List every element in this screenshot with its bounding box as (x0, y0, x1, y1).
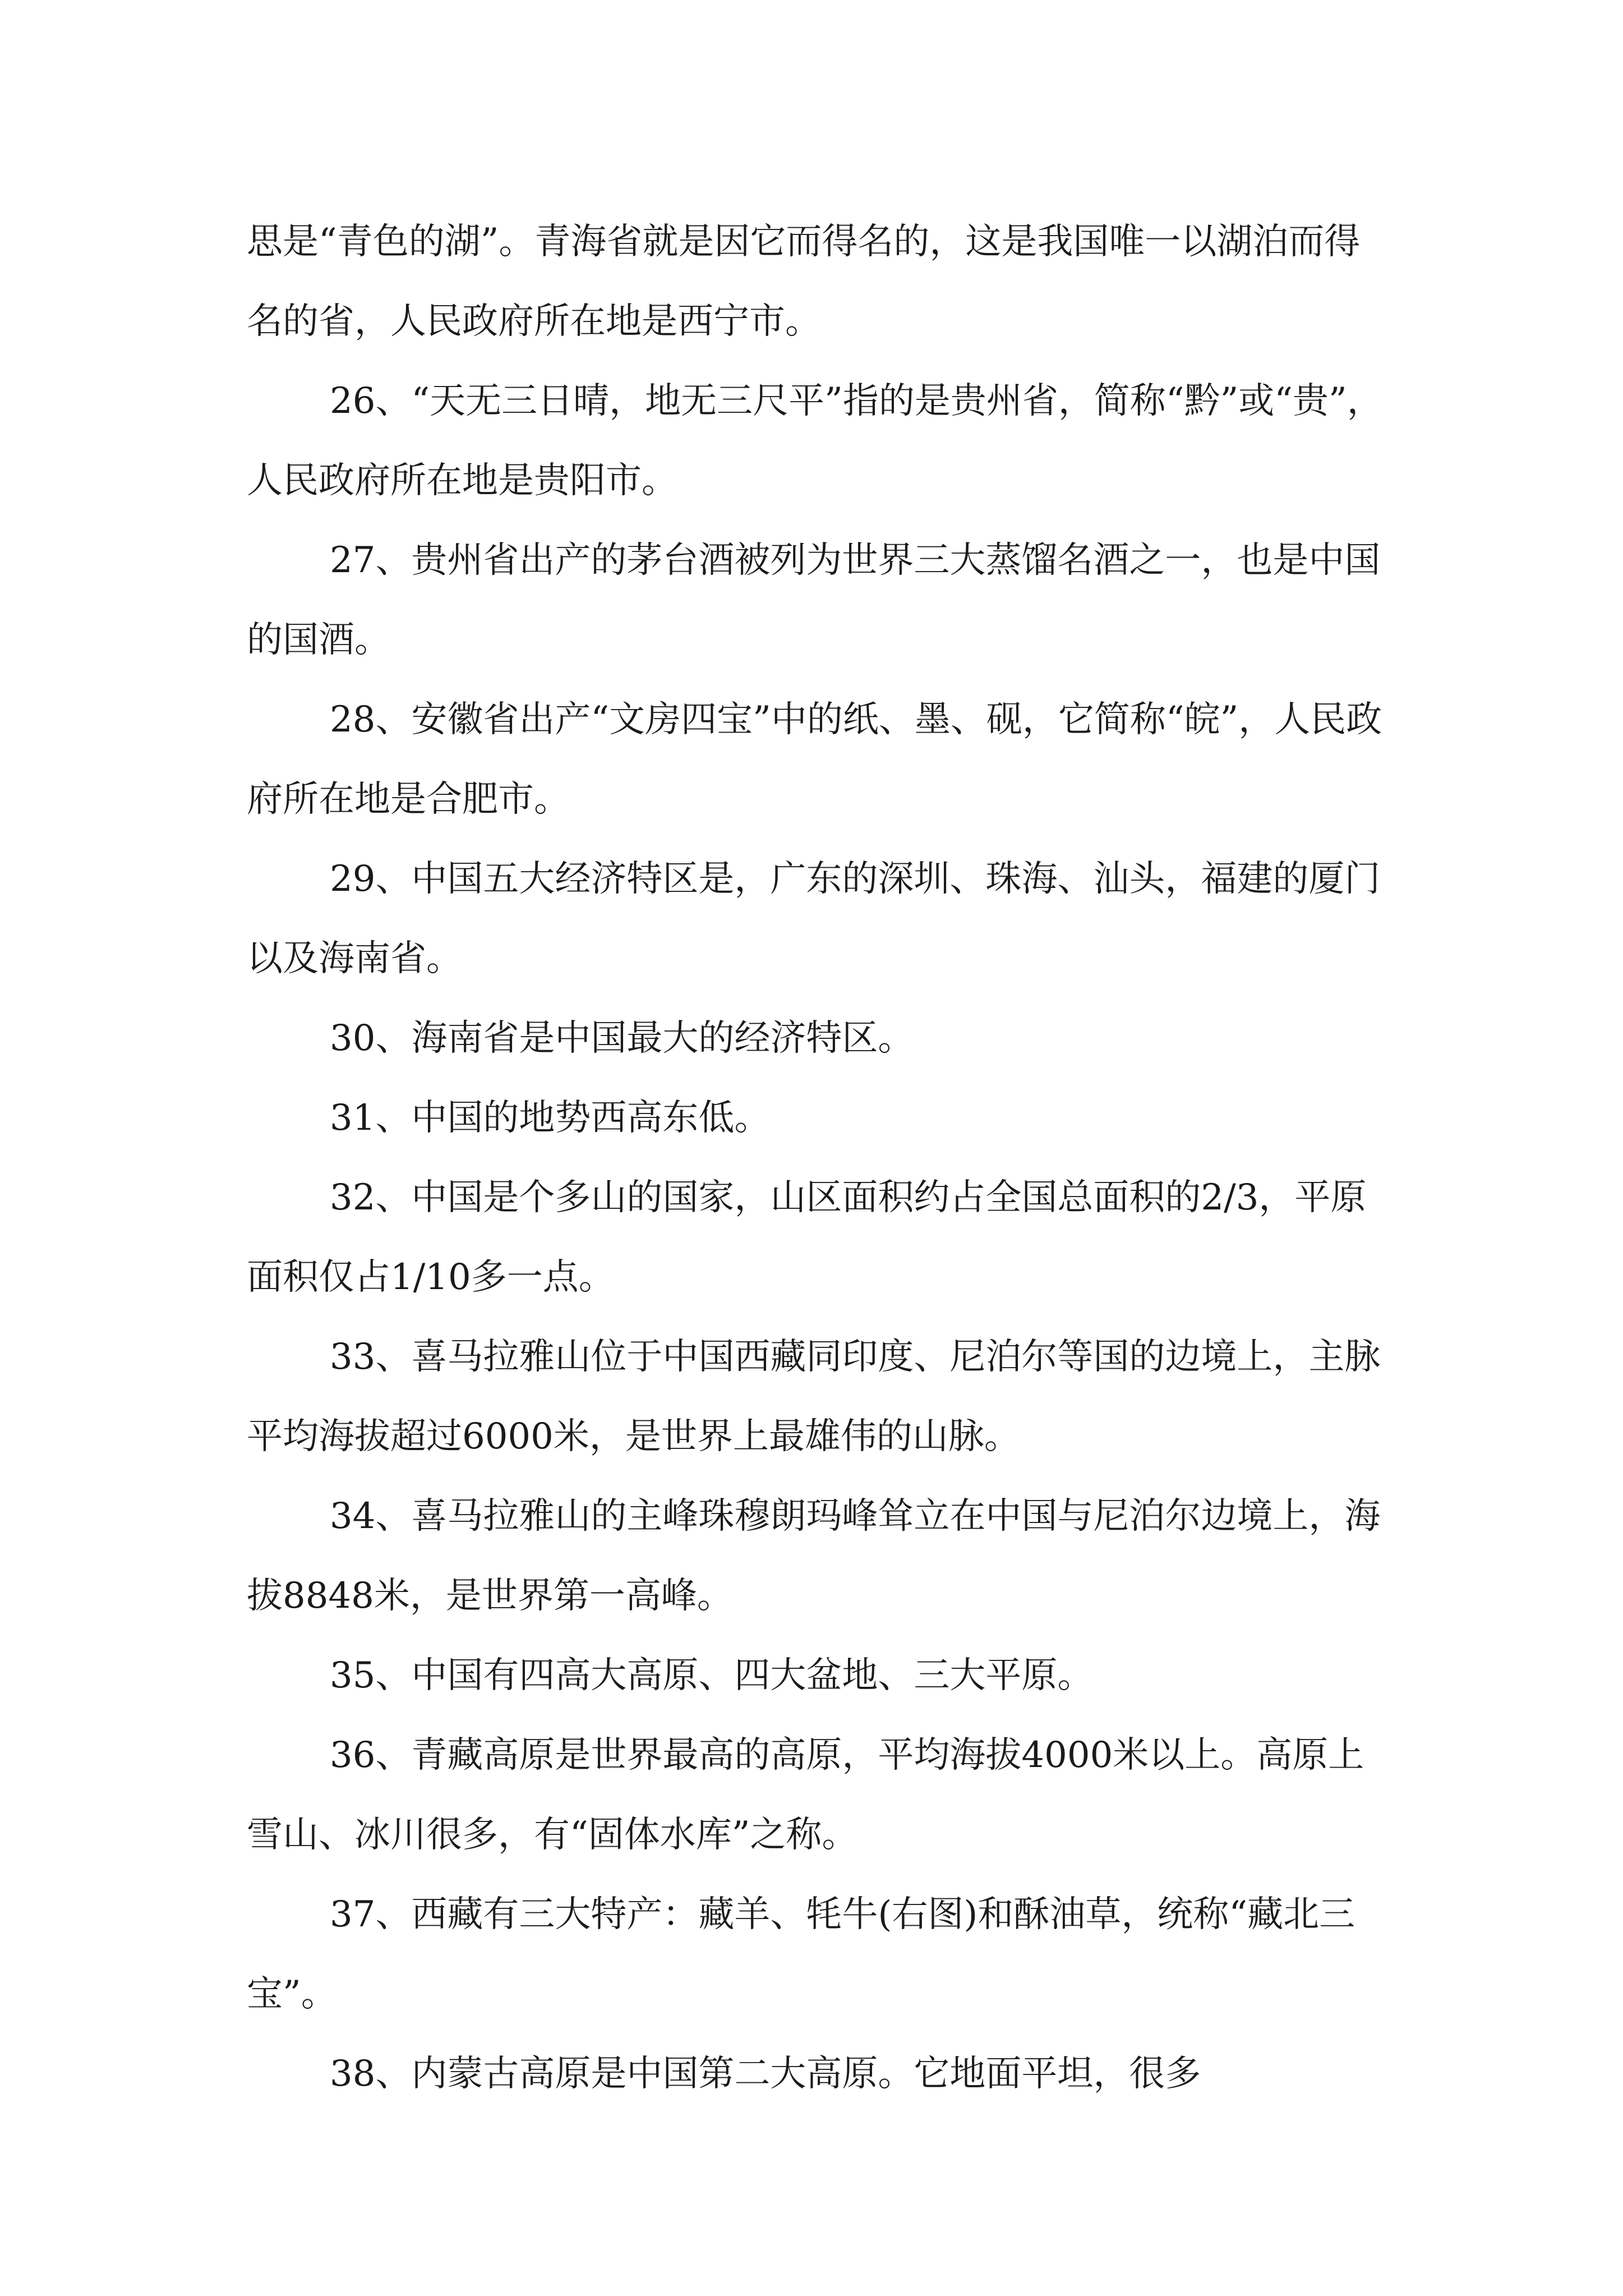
paragraph-item-26: 26、“天无三日晴，地无三尺平”指的是贵州省，简称“黔”或“贵”，人民政府所在地是贵阳市。 (247, 380, 1383, 501)
paragraph-item-37: 37、西藏有三大特产：藏羊、牦牛(右图)和酥油草，统称“藏北三宝”。 (247, 1894, 1355, 2015)
paragraph-item-38: 38、内蒙古高原是中国第二大高原。它地面平坦，很多 (330, 2053, 1201, 2095)
document-page (247, 202, 1385, 2114)
paragraph-item-35: 35、中国有四高大高原、四大盆地、三大平原。 (330, 1655, 1094, 1696)
paragraph-continuation: 思是“青色的湖”。青海省就是因它而得名的，这是我国唯一以湖泊而得名的省，人民政府所在地是西宁市。 (247, 221, 1361, 342)
paragraph-item-30: 30、海南省是中国最大的经济特区。 (330, 1018, 914, 1059)
paragraph-item-36: 36、青藏高原是世界最高的高原，平均海拔4000米以上。高原上雪山、冰川很多，有“固体水库”之称。 (247, 1734, 1364, 1856)
paragraph-item-27: 27、贵州省出产的茅台酒被列为世界三大蒸馏名酒之一，也是中国的国酒。 (247, 540, 1381, 661)
paragraph-item-29: 29、中国五大经济特区是，广东的深圳、珠海、汕头，福建的厦门以及海南省。 (247, 858, 1381, 979)
paragraph-item-28: 28、安徽省出产“文房四宝”中的纸、墨、砚，它简称“皖”，人民政府所在地是合肥市。 (247, 699, 1382, 820)
paragraph-item-31: 31、中国的地势西高东低。 (330, 1097, 771, 1139)
paragraph-item-32: 32、中国是个多山的国家，山区面积约占全国总面积的2/3，平原面积仅占1/10多一点。 (247, 1177, 1367, 1298)
paragraph-item-33: 33、喜马拉雅山位于中国西藏同印度、尼泊尔等国的边境上，主脉平均海拔超过6000米，是世界上最雄伟的山脉。 (247, 1336, 1381, 1457)
paragraph-item-34: 34、喜马拉雅山的主峰珠穆朗玛峰耸立在中国与尼泊尔边境上，海拔8848米，是世界第一高峰。 (247, 1496, 1381, 1617)
